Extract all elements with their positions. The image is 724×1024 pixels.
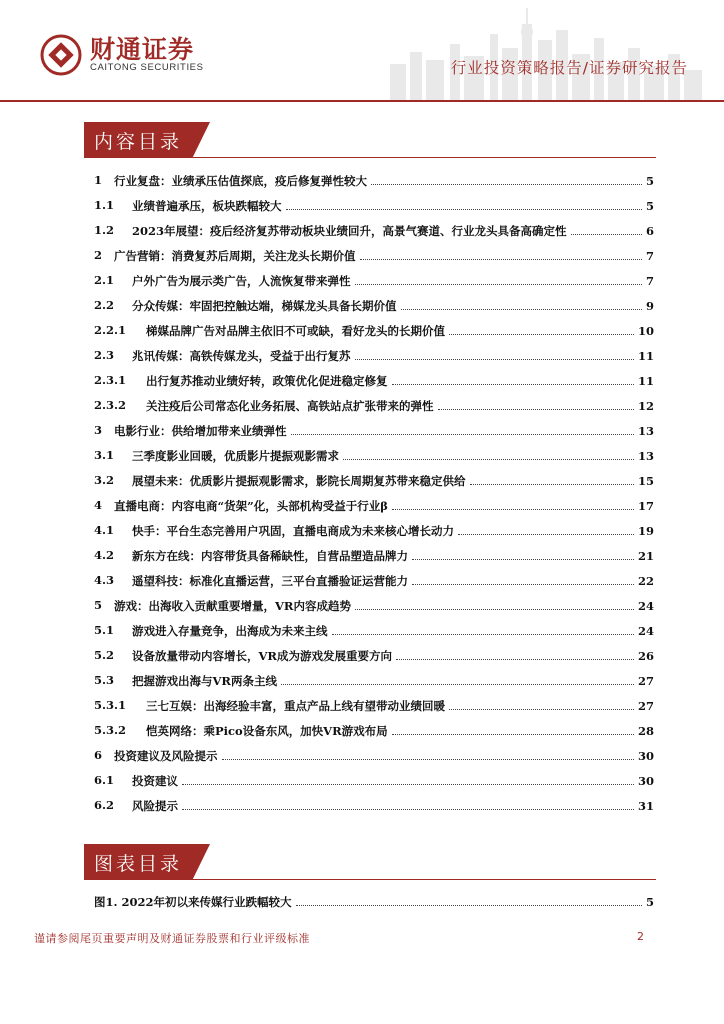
toc-leader-dots [401,298,642,310]
toc-leader-dots [343,448,634,460]
toc-entry[interactable] [94,323,654,341]
toc-entry-title: 展望未来：优质影片提振观影需求，影院长周期复苏带来稳定供给 [132,474,466,488]
toc-entry[interactable] [94,473,654,491]
toc-entry-page: 30 [637,749,654,763]
toc-entry-number: 5.3.1 [94,698,127,712]
toc-leader-dots [396,648,634,660]
toc-entry-number: 5.3.2 [94,723,127,737]
toc-entry-title: 把握游戏出海与VR两条主线 [132,674,277,688]
toc-entry[interactable] [94,223,654,241]
toc-entry-title: 游戏进入存量竞争，出海成为未来主线 [132,624,328,638]
toc-entry-page: 24 [637,599,654,613]
toc-section-title [84,122,254,158]
toc-entry-number: 5.3 [94,673,115,687]
toc-entry-title: 投资建议 [132,774,178,788]
toc-entry-number: 4.3 [94,573,115,587]
toc-entry-title: 关注疫后公司常态化业务拓展、高铁站点扩张带来的弹性 [146,399,434,413]
toc-entry-page: 27 [637,699,654,713]
toc-entry-page: 7 [645,249,654,263]
toc-leader-dots [291,423,634,435]
toc-entry-page: 17 [637,499,654,513]
toc-title-rule [84,157,656,158]
toc-entry-number: 3 [94,423,103,437]
logo-english-name: CAITONG SECURITIES [90,62,204,73]
page-number: 2 [637,930,644,943]
toc-leader-dots [332,623,634,635]
toc-entry-page: 27 [637,674,654,688]
toc-leader-dots [392,373,634,385]
toc-entry-page: 12 [637,399,654,413]
toc-entry-number: 6 [94,748,103,762]
toc-entry-title: 户外广告为展示类广告，人流恢复带来弹性 [132,274,351,288]
toc-entry-title: 兆讯传媒：高铁传媒龙头，受益于出行复苏 [132,349,351,363]
toc-leader-dots [392,498,634,510]
toc-entry[interactable] [94,248,654,266]
toc-entry-title: 三七互娱：出海经验丰富，重点产品上线有望带动业绩回暖 [146,699,445,713]
toc-entry-number: 2.3 [94,348,115,362]
caitong-logo-icon [40,34,82,76]
toc-entry-title: 分众传媒：牢固把控触达端，梯媒龙头具备长期价值 [132,299,397,313]
toc-entry-title: 三季度影业回暖，优质影片提振观影需求 [132,449,339,463]
toc-entry-page: 13 [637,424,654,438]
toc-entry-title: 恺英网络：乘Pico设备东风，加快VR游戏布局 [146,724,388,738]
toc-entry-page: 11 [637,374,654,388]
toc-leader-dots [470,473,634,485]
toc-leader-dots [371,173,642,185]
toc-leader-dots [412,573,634,585]
toc-leader-dots [392,723,634,735]
toc-leader-dots [438,398,634,410]
toc-title-text: 内容目录 [94,131,183,153]
figure-entry-page: 5 [645,895,654,909]
toc-entry[interactable] [94,698,654,716]
toc-entry-title: 遥望科技：标准化直播运营，三平台直播验证运营能力 [132,574,408,588]
toc-entry-title: 投资建议及风险提示 [114,749,218,763]
toc-entry-page: 5 [645,199,654,213]
toc-entry-page: 31 [637,799,654,813]
toc-entry-number: 1.1 [94,198,115,212]
toc-entry-title: 风险提示 [132,799,178,813]
toc-entry[interactable] [94,173,654,191]
toc-entry-page: 9 [645,299,654,313]
toc-entry-number: 1.2 [94,223,115,237]
toc-entry[interactable] [94,448,654,466]
header-divider [0,100,724,102]
toc-entry-number: 5.2 [94,648,115,662]
toc-entry-number: 4.1 [94,523,115,537]
toc-entry[interactable] [94,598,654,616]
toc-leader-dots [182,773,634,785]
toc-entry[interactable] [94,623,654,641]
toc-entry-number: 2.3.2 [94,398,127,412]
figure-entry-title: 图1. 2022年初以来传媒行业跌幅较大 [94,895,292,909]
toc-leader-dots [571,223,642,235]
page-header [0,0,724,104]
toc-entry[interactable] [94,548,654,566]
disclaimer-note: 谨请参阅尾页重要声明及财通证券股票和行业评级标准 [34,932,310,945]
toc-entry-page: 11 [637,349,654,363]
toc-entry-number: 3.2 [94,473,115,487]
toc-leader-dots [360,248,642,260]
toc-entry[interactable] [94,348,654,366]
toc-entry[interactable] [94,648,654,666]
toc-entry-title: 游戏：出海收入贡献重要增量，VR内容成趋势 [114,599,351,613]
toc-entry-page: 26 [637,649,654,663]
toc-entry-number: 4 [94,498,103,512]
toc-leader-dots [449,323,634,335]
toc-leader-dots [458,523,634,535]
toc-entry-number: 6.2 [94,798,115,812]
toc-entry[interactable] [94,748,654,766]
city-skyline-watermark [380,4,710,100]
toc-leader-dots [412,548,634,560]
logo-chinese-name: 财通证券 [90,35,195,64]
toc-entry-title: 广告营销：消费复苏后周期，关注龙头长期价值 [114,249,356,263]
toc-entry-page: 19 [637,524,654,538]
toc-entry-page: 13 [637,449,654,463]
toc-entry[interactable] [94,423,654,441]
report-type-label: 行业投资策略报告/证券研究报告 [450,59,688,77]
figure-leader-dots [296,894,642,906]
toc-entry-page: 6 [645,224,654,238]
toc-entry-page: 7 [645,274,654,288]
toc-entry-title: 快手：平台生态完善用户巩固，直播电商成为未来核心增长动力 [132,524,454,538]
toc-entry[interactable] [94,298,654,316]
toc-entry-number: 2.1 [94,273,115,287]
toc-entry-number: 2.3.1 [94,373,127,387]
toc-entry[interactable] [94,673,654,691]
toc-entry-number: 2 [94,248,103,262]
toc-entry-number: 5.1 [94,623,115,637]
toc-entry[interactable] [94,273,654,291]
toc-entry-title: 设备放量带动内容增长，VR成为游戏发展重要方向 [132,649,392,663]
toc-entry[interactable] [94,398,654,416]
toc-entry-title: 直播电商：内容电商“货架”化，头部机构受益于行业β [114,499,388,513]
toc-entry[interactable] [94,573,654,591]
toc-leader-dots [355,273,642,285]
toc-entry-title: 2023年展望：疫后经济复苏带动板块业绩回升，高景气赛道、行业龙头具备高确定性 [132,224,567,238]
toc-leader-dots [222,748,634,760]
figures-title-text: 图表目录 [94,853,183,875]
toc-leader-dots [449,698,634,710]
figures-section-title [84,844,254,880]
toc-entry[interactable] [94,498,654,516]
toc-leader-dots [355,598,634,610]
toc-entry-number: 5 [94,598,103,612]
figures-title-rule [84,879,656,880]
toc-leader-dots [355,348,634,360]
figure-entry[interactable] [94,894,654,912]
toc-entry-title: 行业复盘：业绩承压估值探底，疫后修复弹性较大 [114,174,367,188]
toc-entry-page: 10 [637,324,654,338]
toc-entry-title: 梯媒品牌广告对品牌主依旧不可或缺，看好龙头的长期价值 [146,324,445,338]
toc-leader-dots [281,673,634,685]
toc-entry-title: 新东方在线：内容带货具备稀缺性，自营品塑造品牌力 [132,549,408,563]
toc-entry[interactable] [94,523,654,541]
toc-entry-number: 1 [94,173,103,187]
toc-entry[interactable] [94,373,654,391]
toc-leader-dots [286,198,642,210]
toc-entry-title: 出行复苏推动业绩好转，政策优化促进稳定修复 [146,374,388,388]
toc-entry[interactable] [94,773,654,791]
toc-entry-number: 2.2.1 [94,323,127,337]
toc-entry[interactable] [94,723,654,741]
toc-leader-dots [182,798,634,810]
toc-entry-page: 15 [637,474,654,488]
toc-entry-page: 21 [637,549,654,563]
toc-entry-page: 24 [637,624,654,638]
toc-entry-number: 6.1 [94,773,115,787]
toc-entry-page: 22 [637,574,654,588]
toc-entry-page: 30 [637,774,654,788]
toc-entry-title: 电影行业：供给增加带来业绩弹性 [114,424,287,438]
toc-entry-number: 4.2 [94,548,115,562]
toc-entry-page: 28 [637,724,654,738]
toc-entry[interactable] [94,798,654,816]
toc-entry[interactable] [94,198,654,216]
toc-entry-page: 5 [645,174,654,188]
toc-entry-number: 3.1 [94,448,115,462]
toc-entry-title: 业绩普遍承压，板块跌幅较大 [132,199,282,213]
toc-entry-number: 2.2 [94,298,115,312]
